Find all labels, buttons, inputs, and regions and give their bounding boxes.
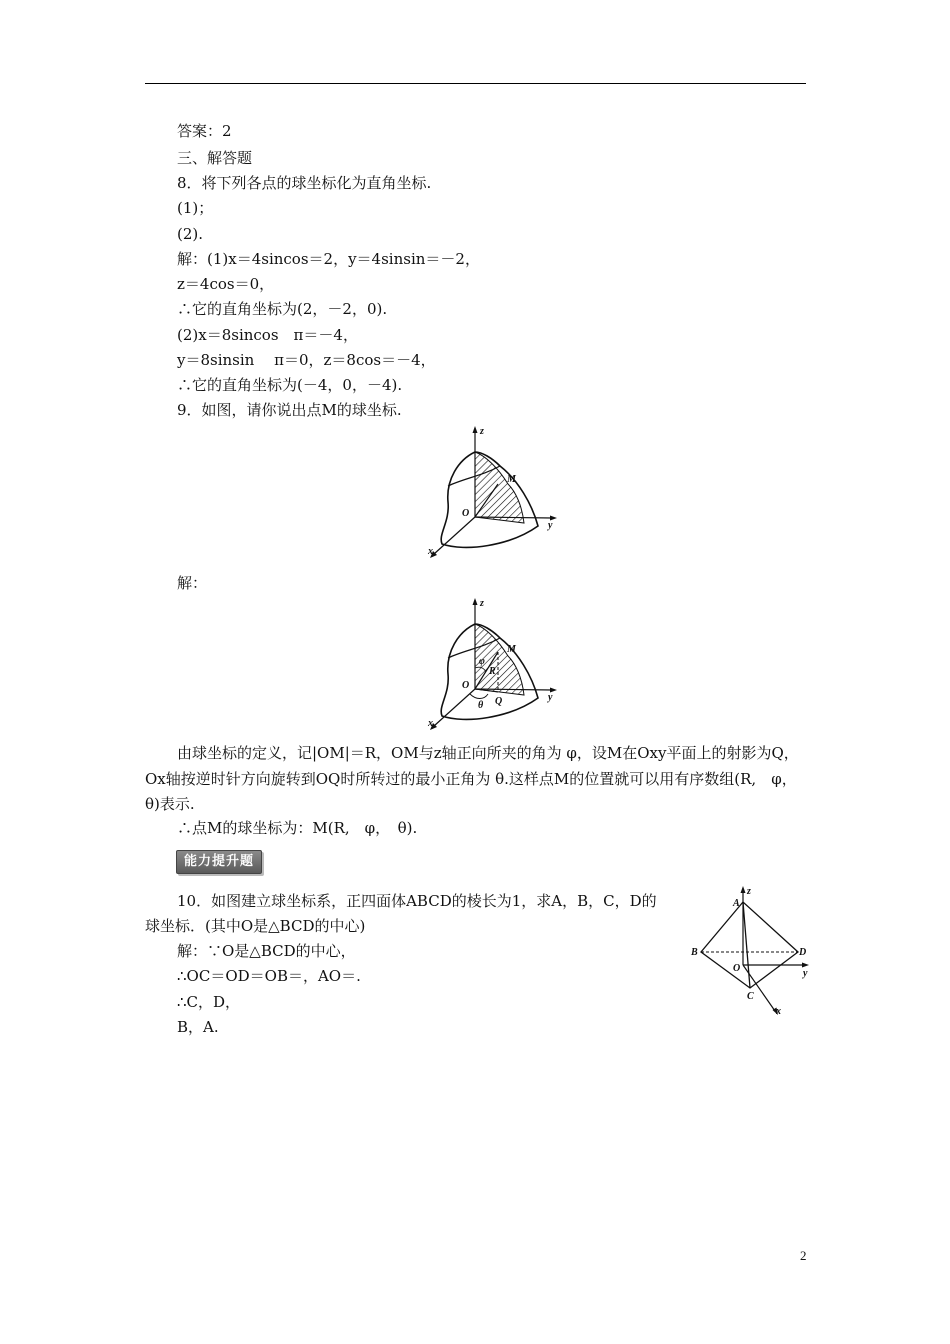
origin-label: O <box>462 508 470 519</box>
y-axis-label: y <box>548 692 553 703</box>
y-axis-label: y <box>803 968 808 979</box>
x-axis-label: x <box>428 546 433 557</box>
z-axis-label: z <box>747 886 751 897</box>
solution-10-line4: B，A. <box>177 1018 219 1036</box>
section-heading: 三、解答题 <box>177 149 253 167</box>
solution-8-line4: (2)x＝8sincos π＝－4， <box>177 326 358 344</box>
point-q-label: Q <box>495 696 503 707</box>
problem-8-part2: (2). <box>177 225 204 243</box>
theta-label: θ <box>478 700 484 711</box>
page-number: 2 <box>800 1248 807 1263</box>
phi-label: φ <box>479 656 485 667</box>
solution-10-line2: ∴OC＝OD＝OB＝，AO＝. <box>177 967 361 985</box>
solution-8-line2: z＝4cos＝0， <box>177 275 275 293</box>
sphere-octant-figure-2 <box>420 594 565 734</box>
x-axis-label: x <box>776 1006 781 1017</box>
point-m-label: M <box>507 644 516 655</box>
tetrahedron-figure <box>686 884 816 1020</box>
vertex-c-label: C <box>747 991 754 1002</box>
problem-10-statement: 10．如图建立球坐标系，正四面体ABCD的棱长为1，求A，B，C，D的 <box>177 892 657 910</box>
solution-8-line3: ∴它的直角坐标为(2，－2，0). <box>177 300 388 318</box>
problem-8-part1: (1)； <box>177 199 214 217</box>
problem-9-statement: 9．如图，请你说出点M的球坐标. <box>177 401 402 419</box>
z-axis-label: z <box>480 598 484 609</box>
y-axis-label: y <box>548 520 553 531</box>
problem-9-conclusion: ∴点M的球坐标为：M(R, φ， θ). <box>177 819 418 837</box>
solution-8-line1: 解：(1)x＝4sincos＝2，y＝4sinsin＝－2， <box>177 250 480 268</box>
radius-label: R <box>489 666 496 677</box>
x-axis-label: x <box>428 718 433 729</box>
solution-8-line5: y＝8sinsin π＝0，z＝8cos＝－4， <box>177 351 436 369</box>
section-badge: 能力提升题 <box>176 850 262 874</box>
solution-10-line1: 解：∵O是△BCD的中心， <box>177 942 356 960</box>
vertex-b-label: B <box>691 947 698 958</box>
point-m-label: M <box>507 474 516 485</box>
answer-line: 答案：2 <box>177 122 232 140</box>
solution-8-line6: ∴它的直角坐标为(－4，0，－4). <box>177 376 403 394</box>
origin-label: O <box>462 680 470 691</box>
z-axis-label: z <box>480 426 484 437</box>
vertex-a-label: A <box>733 898 740 909</box>
vertex-d-label: D <box>799 947 807 958</box>
sphere-octant-figure-1 <box>420 422 565 562</box>
problem-10-statement-cont: 球坐标．(其中O是△BCD的中心) <box>145 917 366 935</box>
origin-label: O <box>733 963 741 974</box>
header-rule <box>145 83 806 84</box>
spherical-coordinate-explanation: 由球坐标的定义，记|OM|＝R，OM与z轴正向所夹的角为 φ，设M在Oxy平面上的射影为Q，Ox轴按逆时针方向旋转到OQ时所转过的最小正角为 θ.这样点M的位置就可以用有序数组(R, φ， θ)表示. <box>145 744 805 813</box>
solution-9-label: 解： <box>177 574 208 592</box>
problem-8-statement: 8．将下列各点的球坐标化为直角坐标. <box>177 174 432 192</box>
solution-10-line3: ∴C，D， <box>177 993 241 1011</box>
